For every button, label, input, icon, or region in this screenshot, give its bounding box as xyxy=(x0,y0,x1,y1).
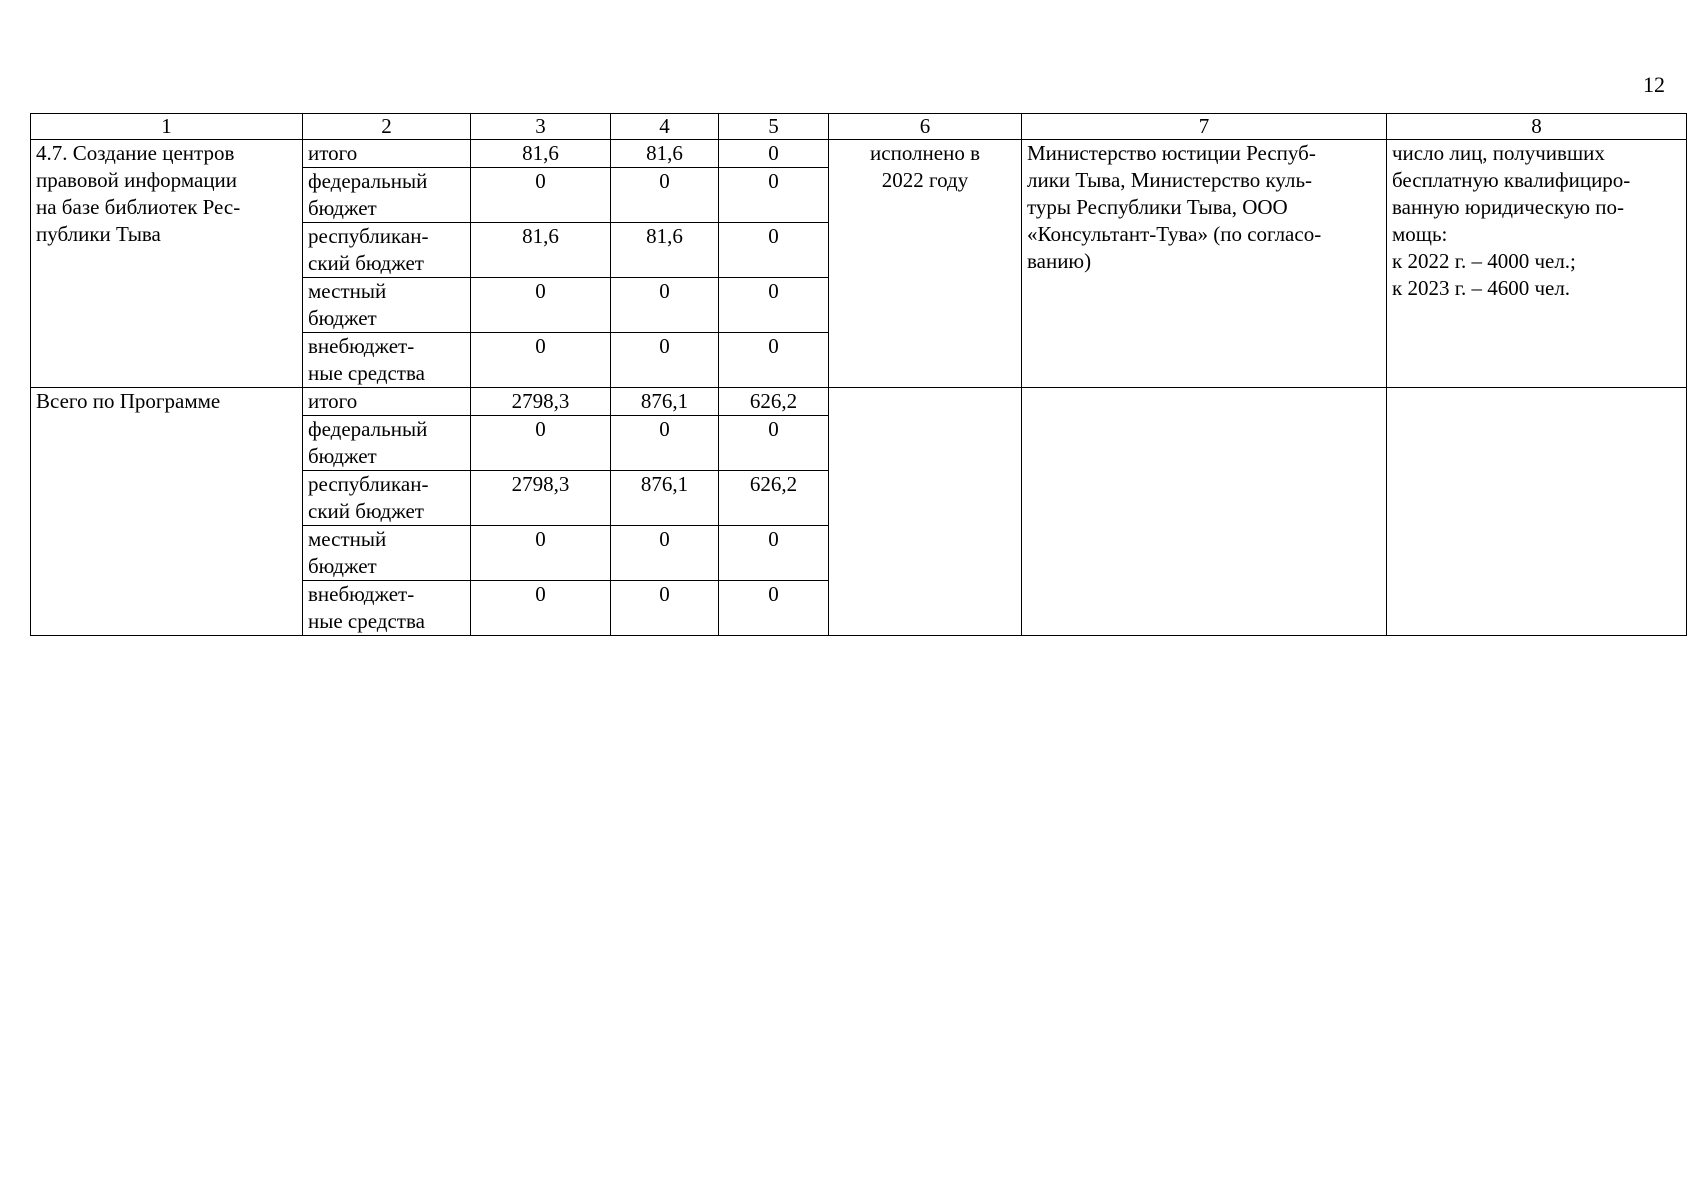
measure-title-line: 4.7. Создание центров xyxy=(36,141,235,165)
value-cell: 81,6 xyxy=(611,223,719,278)
measure-title-cell xyxy=(31,140,303,388)
value-cell: 0 xyxy=(719,333,829,388)
header-row xyxy=(31,114,1687,140)
column-header: 1 xyxy=(31,114,303,140)
value-cell: 0 xyxy=(471,333,611,388)
value-cell: 0 xyxy=(611,526,719,581)
column-header: 5 xyxy=(719,114,829,140)
column-header: 7 xyxy=(1022,114,1387,140)
measure-title-line: на базе библиотек Рес- xyxy=(36,195,241,219)
value-cell: 0 xyxy=(719,140,829,168)
measure-title-line: правовой информации xyxy=(36,168,238,192)
value-cell: 0 xyxy=(719,526,829,581)
total-title-cell: Всего по Программе xyxy=(31,388,303,636)
table-row xyxy=(31,140,1687,168)
value-cell: 0 xyxy=(471,581,611,636)
funding-source-label: федеральный бюджет xyxy=(303,416,471,471)
value-cell: 0 xyxy=(471,168,611,223)
value-cell: 0 xyxy=(611,416,719,471)
page-number: 12 xyxy=(1643,72,1665,97)
column-header: 2 xyxy=(303,114,471,140)
funding-source-label: федеральный бюджет xyxy=(303,168,471,223)
table-row xyxy=(31,388,1687,416)
value-cell: 626,2 xyxy=(719,471,829,526)
value-cell: 0 xyxy=(719,416,829,471)
column-header: 8 xyxy=(1387,114,1687,140)
value-cell: 2798,3 xyxy=(471,388,611,416)
funding-source-label: республикан- ский бюджет xyxy=(303,223,471,278)
value-cell: 0 xyxy=(611,278,719,333)
funding-source-label: итого xyxy=(303,388,471,416)
empty-cell xyxy=(829,388,1022,636)
value-cell: 0 xyxy=(471,278,611,333)
value-cell: 0 xyxy=(471,526,611,581)
funding-source-label: внебюджет- ные средства xyxy=(303,581,471,636)
program-table xyxy=(30,113,1687,636)
column-header: 4 xyxy=(611,114,719,140)
value-cell: 0 xyxy=(719,278,829,333)
funding-source-label: итого xyxy=(303,140,471,168)
value-cell: 876,1 xyxy=(611,388,719,416)
funding-source-label: республикан- ский бюджет xyxy=(303,471,471,526)
value-cell: 81,6 xyxy=(611,140,719,168)
value-cell: 626,2 xyxy=(719,388,829,416)
funding-source-label: местный бюджет xyxy=(303,526,471,581)
value-cell: 876,1 xyxy=(611,471,719,526)
value-cell: 2798,3 xyxy=(471,471,611,526)
value-cell: 0 xyxy=(611,168,719,223)
executors-cell: Министерство юстиции Респуб- лики Тыва, Министерство куль- туры Республики Тыва, ООО «Консультант-Тува» (по согласо- ванию) xyxy=(1022,140,1387,388)
empty-cell xyxy=(1022,388,1387,636)
funding-source-label: местный бюджет xyxy=(303,278,471,333)
indicator-cell: число лиц, получивших бесплатную квалифициро- ванную юридическую по- мощь: к 2022 г. – 4000 чел.; к 2023 г. – 4600 чел. xyxy=(1387,140,1687,388)
column-header: 6 xyxy=(829,114,1022,140)
empty-cell xyxy=(1387,388,1687,636)
value-cell: 0 xyxy=(719,168,829,223)
value-cell: 81,6 xyxy=(471,140,611,168)
value-cell: 81,6 xyxy=(471,223,611,278)
funding-source-label: внебюджет- ные средства xyxy=(303,333,471,388)
column-header: 3 xyxy=(471,114,611,140)
value-cell: 0 xyxy=(611,333,719,388)
value-cell: 0 xyxy=(719,223,829,278)
value-cell: 0 xyxy=(611,581,719,636)
status-cell: исполнено в 2022 году xyxy=(829,140,1022,388)
measure-title-line: публики Тыва xyxy=(36,222,161,246)
value-cell: 0 xyxy=(471,416,611,471)
value-cell: 0 xyxy=(719,581,829,636)
